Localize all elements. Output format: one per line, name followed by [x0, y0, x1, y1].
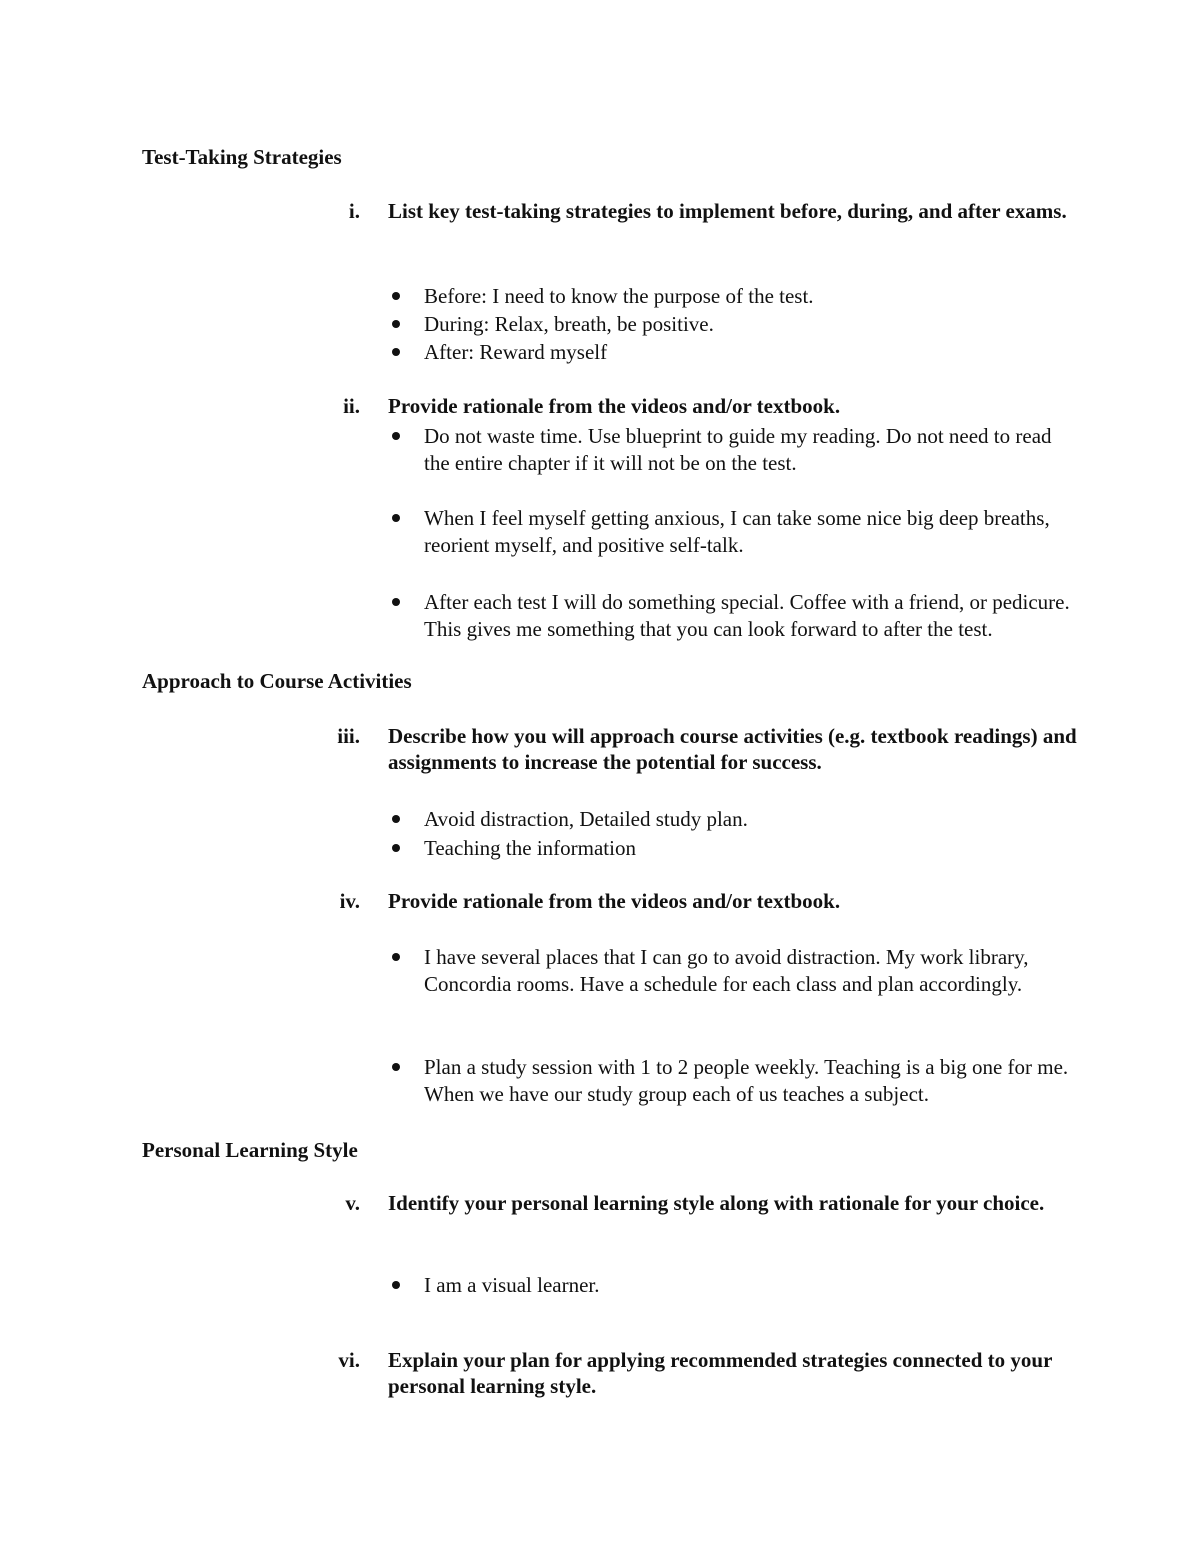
list-item [424, 806, 1074, 833]
question-number: iii. [337, 724, 360, 748]
bullet-icon [392, 953, 400, 961]
list-item-text: After each test I will do something special. Coffee with a friend, or pedicure. This gives me something that you can look forward to after the test. [424, 590, 1070, 641]
bullet-icon [392, 432, 400, 440]
list-item-text: Do not waste time. Use blueprint to guide my reading. Do not need to read the entire chapter if it will not be on the test. [424, 424, 1052, 475]
list-item [424, 283, 1074, 310]
list-item-text: Plan a study session with 1 to 2 people weekly. Teaching is a big one for me. When we have our study group each of us teaches a subject. [424, 1055, 1069, 1106]
list-item [424, 944, 1074, 997]
list-item-text: Teaching the information [424, 836, 636, 860]
bullet-icon [392, 348, 400, 356]
list-item [424, 589, 1074, 642]
question-number: vi. [338, 1348, 360, 1372]
list-item-text: During: Relax, breath, be positive. [424, 312, 714, 336]
question-text: Identify your personal learning style along with rationale for your choice. [388, 1191, 1045, 1215]
list-item-text: When I feel myself getting anxious, I can take some nice big deep breaths, reorient myself, and positive self-talk. [424, 506, 1050, 557]
bullet-icon [392, 1063, 400, 1071]
list-item-text: After: Reward myself [424, 340, 608, 364]
list-item-text: I am a visual learner. [424, 1273, 600, 1297]
bullet-icon [392, 815, 400, 823]
list-item [424, 339, 1074, 366]
question-text: Provide rationale from the videos and/or textbook. [388, 889, 841, 913]
list-item [424, 1054, 1074, 1107]
list-item-text: Avoid distraction, Detailed study plan. [424, 807, 748, 831]
list-item-text: Before: I need to know the purpose of the test. [424, 284, 814, 308]
bullet-icon [392, 292, 400, 300]
question-text: Describe how you will approach course activities (e.g. textbook readings) and assignments to increase the potential for success. [388, 724, 1077, 774]
bullet-icon [392, 320, 400, 328]
bullet-icon [392, 598, 400, 606]
section-heading-test-taking: Test-Taking Strategies [142, 145, 342, 169]
question-number: ii. [343, 394, 360, 418]
section-heading-course-activities: Approach to Course Activities [142, 669, 412, 693]
list-item [424, 1272, 1074, 1299]
question-number: v. [345, 1191, 360, 1215]
list-item [424, 311, 1074, 338]
section-heading-learning-style: Personal Learning Style [142, 1138, 358, 1162]
question-number: iv. [339, 889, 360, 913]
list-item-text: I have several places that I can go to avoid distraction. My work library, Concordia rooms. Have a schedule for each class and plan accordingly. [424, 945, 1029, 996]
question-text: Provide rationale from the videos and/or textbook. [388, 394, 841, 418]
question-number: i. [348, 199, 360, 223]
bullet-icon [392, 844, 400, 852]
bullet-icon [392, 514, 400, 522]
list-item [424, 423, 1074, 476]
question-text: Explain your plan for applying recommended strategies connected to your personal learning style. [388, 1348, 1053, 1398]
bullet-icon [392, 1281, 400, 1289]
question-text: List key test-taking strategies to implement before, during, and after exams. [388, 199, 1067, 223]
list-item [424, 505, 1074, 558]
list-item [424, 835, 1074, 862]
